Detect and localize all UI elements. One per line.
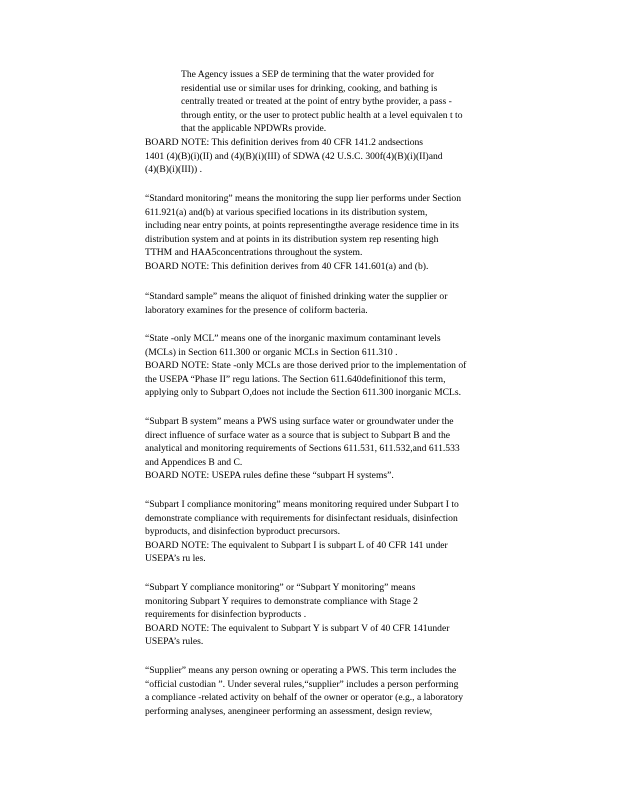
definition-subpart-y-compliance-monitoring — [145, 581, 541, 649]
text-line: BOARD NOTE: The equivalent to Subpart I is subpart L of 40 CFR 141 under — [145, 539, 448, 551]
text-line: (4)(B)(i)(III)) . — [145, 164, 202, 176]
definition-standard-monitoring — [145, 192, 541, 274]
text-line: “State -only MCL” means one of the inorganic maximum contaminant levels — [145, 333, 441, 344]
definition-standard-sample — [145, 290, 541, 317]
text-line: “Supplier” means any person owning or operating a PWS. This term includes the — [145, 665, 457, 676]
text-line: “Subpart Y compliance monitoring” or “Subpart Y monitoring” means — [145, 582, 416, 593]
text-line: including near entry points, at points representingthe average residence time in its — [145, 220, 459, 232]
text-line: The Agency issues a SEP de termining that the water provided for — [181, 69, 435, 80]
text-line: 1401 (4)(B)(i)(II) and (4)(B)(i)(III) of SDWA (42 U.S.C. 300f(4)(B)(i)(II)and — [145, 150, 443, 162]
intro-paragraph — [181, 68, 541, 136]
text-line: byproducts, and disinfection byproduct precursors. — [145, 526, 341, 538]
definition-supplier — [145, 664, 541, 718]
definition-state-only-mcl — [145, 332, 541, 400]
text-line: direct influence of surface water as a source that is subject to Subpart B and the — [145, 429, 451, 441]
text-line: BOARD NOTE: The equivalent to Subpart Y is subpart V of 40 CFR 141under — [145, 622, 450, 634]
text-line: a compliance -related activity on behalf of the owner or operator (e.g., a laboratory — [145, 692, 464, 704]
text-line: BOARD NOTE: This definition derives from 40 CFR 141.601(a) and (b). — [145, 260, 429, 272]
text-line: “Standard sample” means the aliquot of finished drinking water the supplier or — [145, 291, 448, 302]
text-line: laboratory examines for the presence of coliform bacteria. — [145, 304, 368, 316]
text-line: “Standard monitoring” means the monitoring the supp lier performs under Section — [145, 193, 461, 204]
text-line: (MCLs) in Section 611.300 or organic MCLs in Section 611.310 . — [145, 346, 398, 358]
text-line: the USEPA “Phase II” regu lations. The Section 611.640definitionof this term, — [145, 373, 446, 385]
text-line: applying only to Subpart O,does not include the Section 611.300 inorganic MCLs. — [145, 387, 462, 399]
text-line: BOARD NOTE: This definition derives from 40 CFR 141.2 andsections — [145, 137, 424, 148]
text-line: BOARD NOTE: State -only MCLs are those derived prior to the implementation of — [145, 360, 467, 372]
text-line: and Appendices B and C. — [145, 456, 243, 468]
text-line: through entity, or the user to protect public health at a level equivalen t to — [181, 109, 463, 121]
intro-board-note — [145, 136, 541, 177]
text-line: residential use or similar uses for drinking, cooking, and bathing is — [181, 82, 438, 94]
text-line: 611.921(a) and(b) at various specified locations in its distribution system, — [145, 206, 428, 218]
text-line: “Subpart I compliance monitoring” means monitoring required under Subpart I to — [145, 499, 459, 510]
text-line: BOARD NOTE: USEPA rules define these “subpart H systems”. — [145, 470, 394, 482]
text-line: that the applicable NPDWRs provide. — [181, 123, 327, 135]
text-line: “official custodian ”. Under several rules,“supplier” includes a person performing — [145, 678, 459, 690]
text-line: USEPA’s ru les. — [145, 553, 206, 565]
text-line: “Subpart B system” means a PWS using surface water or groundwater under the — [145, 416, 454, 427]
text-line: USEPA’s rules. — [145, 636, 204, 648]
text-line: distribution system and at points in its distribution system rep resenting high — [145, 233, 439, 245]
text-line: analytical and monitoring requirements of Sections 611.531, 611.532,and 611.533 — [145, 443, 460, 455]
text-line: TTHM and HAA5concentrations throughout the system. — [145, 247, 363, 259]
text-line: performing analyses, anengineer performing an assessment, design review, — [145, 705, 433, 717]
definition-subpart-b-system — [145, 415, 541, 483]
text-line: monitoring Subpart Y requires to demonstrate compliance with Stage 2 — [145, 595, 418, 607]
definition-subpart-i-compliance-monitoring — [145, 498, 541, 566]
text-line: centrally treated or treated at the point of entry bythe provider, a pass - — [181, 96, 452, 108]
text-line: requirements for disinfection byproducts . — [145, 609, 307, 621]
text-line: demonstrate compliance with requirements for disinfectant residuals, disinfection — [145, 512, 458, 524]
